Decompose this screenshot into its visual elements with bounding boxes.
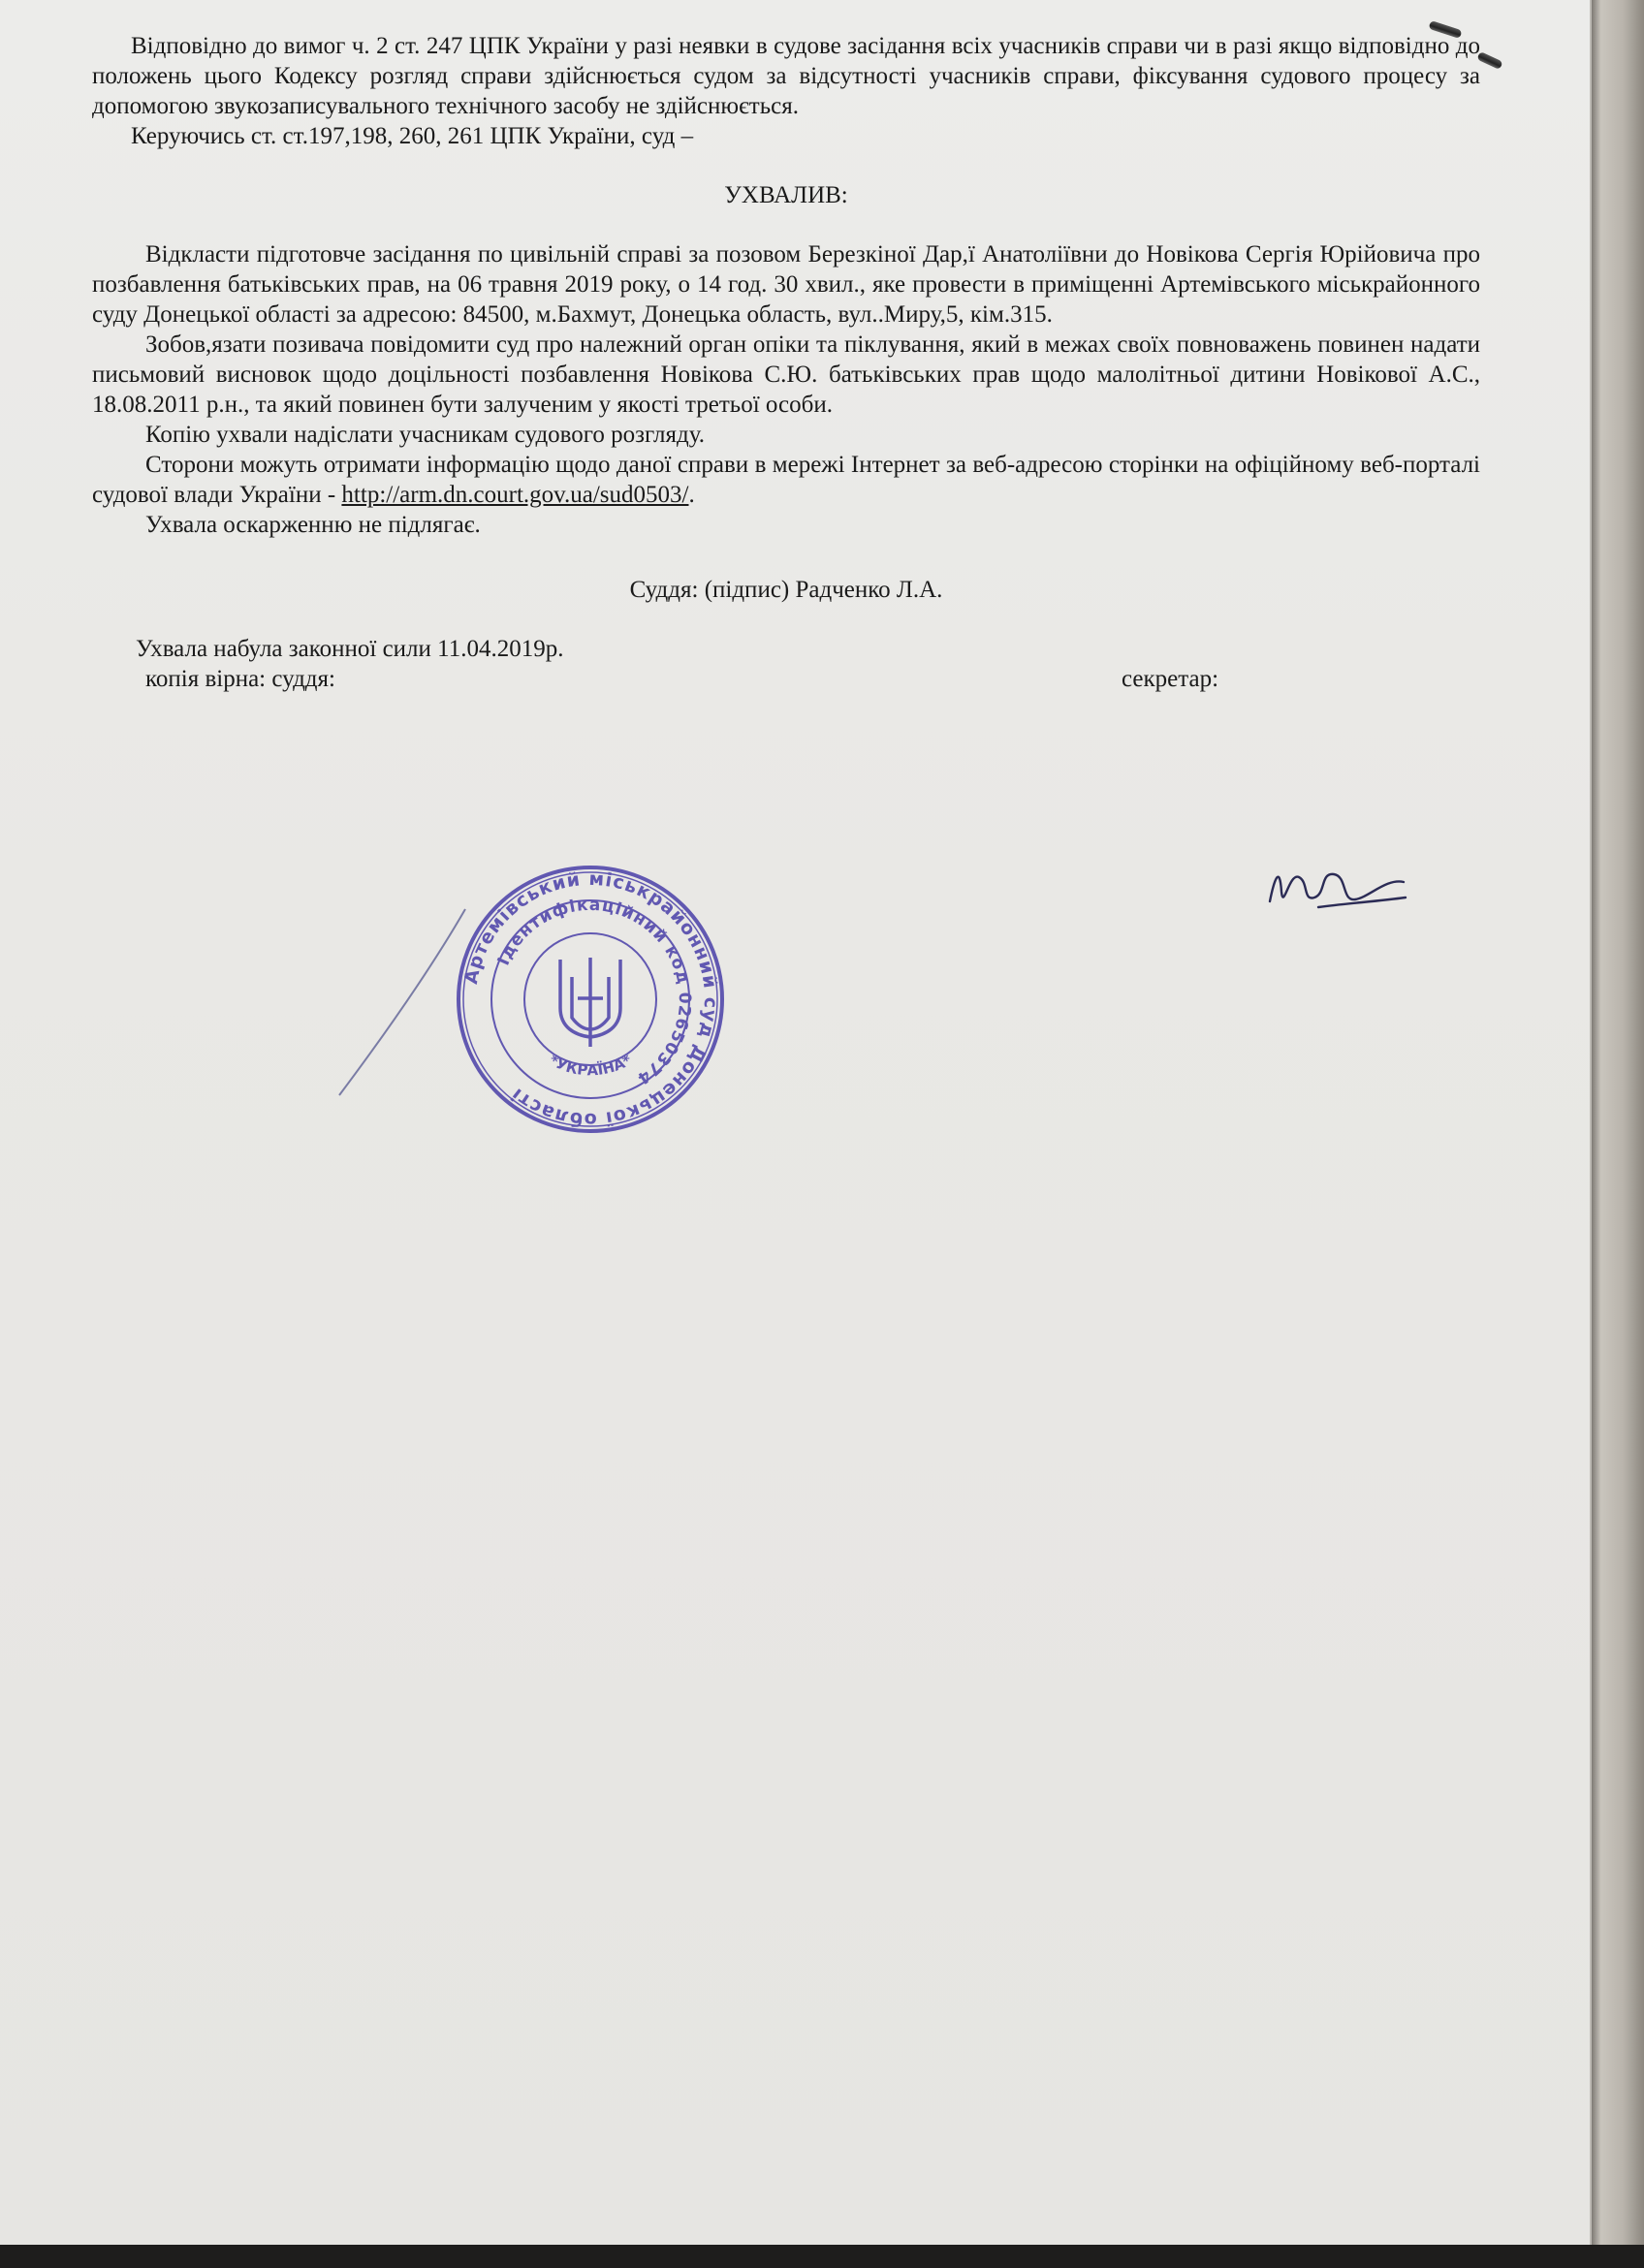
ruling-title: УХВАЛИВ: [724,182,848,208]
stamp-bottom-text: *УКРАЇНА* [546,1051,635,1080]
svg-text:*УКРАЇНА* [546,1051,634,1079]
paragraph-info-online [92,450,1480,510]
court-seal-stamp [454,863,727,1136]
document-body [92,31,1480,694]
effective-date-line: Ухвала набула законної сили 11.04.2019р. [136,636,564,662]
paragraph-copy-send: Копію ухвали надіслати учасникам судового розгляду. [145,422,705,448]
paragraph-guided-by: Керуючись ст. ст.197,198, 260, 261 ЦПК України, суд – [131,123,694,149]
paragraph-recording: Відповідно до вимог ч. 2 ст. 247 ЦПК України у разі неявки в судове засідання всіх учасників справи чи в разі якщо відповідно до положень цього Кодексу розгляд справи здійснюється судом за відсутності учасників справи, фіксування судового процесу за допомогою звукозаписувального технічного засобу не здійснюється. [92,33,1480,119]
copy-true-label: копія вірна: суддя: [145,666,335,692]
secretary-handwritten-signature [1260,834,1415,930]
paragraph-postpone: Відкласти підготовче засідання по цивільній справі за позовом Березкіної Дар,ї Анатоліївни до Новікова Сергія Юрійовича про позбавлення батьківських прав, на 06 травня 2019 року, о 14 год. 30 хвил., яке провести в приміщенні Артемівського міськрайонного суду Донецької області за адресою: 84500, м.Бахмут, Донецька область, вул..Миру,5, кім.315. [92,241,1480,328]
court-website-link[interactable]: http://arm.dn.court.gov.ua/sud0503/ [341,482,689,508]
paragraph-oblige: Зобов,язати позивача повідомити суд про належний орган опіки та піклування, який в межах своїх повноважень повинен надати письмовий висновок щодо доцільності позбавлення Новікова С.Ю. батьківських прав щодо малолітньої дитини Новікової А.С., 18.08.2011 р.н., та який повинен бути залученим у якості третьої особи. [92,331,1480,418]
trident-emblem-icon [560,958,620,1047]
info-text: Сторони можуть отримати інформацію щодо даної справи в мережі Інтернет за веб-адресою сторінки на офіційному веб-порталі судової влади України - [92,452,1480,508]
scan-edge-bottom [0,2245,1644,2268]
paragraph-no-appeal: Ухвала оскарженню не підлягає. [145,512,481,538]
copy-certification-line [92,664,1480,694]
stamp-outer-text: Артемівський міськрайонний суд Донецької області [459,867,722,1131]
stamp-inner-text: Ідентифікаційний код 02650374 [493,895,695,1088]
judge-signature-line: Суддя: (підпис) Радченко Л.А. [629,577,943,603]
info-end: . [688,482,695,508]
secretary-label: секретар: [1122,666,1219,692]
scan-edge-right [1592,0,1644,2245]
